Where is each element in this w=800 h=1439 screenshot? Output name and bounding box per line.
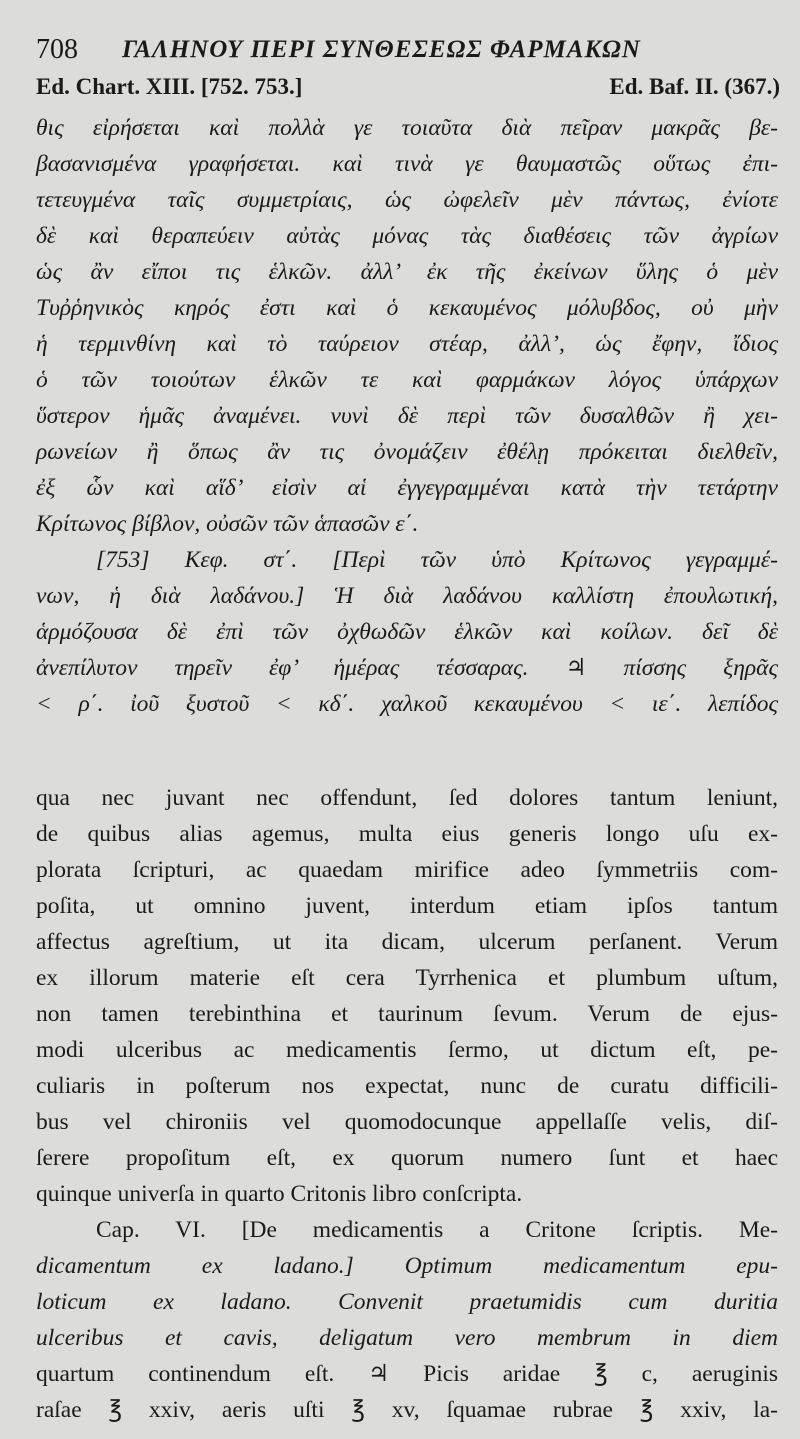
running-header bbox=[30, 30, 790, 70]
latin-line: culiaris in poſterum nos expectat, nunc de curatu difficili- bbox=[36, 1073, 778, 1099]
latin-text-block bbox=[36, 780, 778, 1428]
greek-line: ὕστερον ἡμᾶς ἀναμένει. νυνὶ δὲ περὶ τῶν δυσαλθῶν ἢ χει- bbox=[36, 403, 778, 429]
greek-line: Κρίτωνος βίβλον, οὐσῶν τῶν ἁπασῶν ε΄. bbox=[36, 511, 419, 537]
greek-line: Τυῤῥηνικὸς κηρός ἐστι καὶ ὁ κεκαυμένος μόλυβδος, οὐ μὴν bbox=[36, 295, 778, 321]
edition-chart-reference: Ed. Chart. XIII. [752. 753.] bbox=[36, 74, 303, 99]
greek-chapter-heading-line: [753] Κεφ. στ΄. [Περὶ τῶν ὑπὸ Κρίτωνος γεγραμμέ- bbox=[96, 547, 778, 573]
greek-line: < ρ΄. ἰοῦ ξυστοῦ < κδ΄. χαλκοῦ κεκαυμένου < ιε΄. λεπίδος bbox=[36, 691, 778, 717]
greek-line: βασανισμένα γραφήσεται. καὶ τινὰ γε θαυμαστῶς οὕτως ἐπι- bbox=[36, 151, 778, 177]
latin-line: qua nec juvant nec offendunt, ſed dolores tantum leniunt, bbox=[36, 785, 778, 811]
greek-line: ὁ τῶν τοιούτων ἑλκῶν τε καὶ φαρμάκων λόγος ὑπάρχων bbox=[36, 367, 778, 393]
latin-line: dicamentum ex ladano.] Optimum medicamentum epu- bbox=[36, 1253, 778, 1279]
latin-line: ulceribus et cavis, deligatum vero membrum in diem bbox=[36, 1325, 778, 1351]
greek-text-block bbox=[36, 110, 778, 722]
greek-line: ρωνείων ἢ ὅπως ἂν τις ὀνομάζειν ἐθέλῃ πρόκειται διελθεῖν, bbox=[36, 439, 778, 465]
latin-line: poſita, ut omnino juvent, interdum etiam ipſos tantum bbox=[36, 893, 778, 919]
latin-line: de quibus alias agemus, multa eius generis longo uſu ex- bbox=[36, 821, 778, 847]
latin-line: plorata ſcripturi, ac quaedam mirifice adeo ſymmetriis com- bbox=[36, 857, 778, 883]
latin-line: affectus agreſtium, ut ita dicam, ulcerum perſanent. Verum bbox=[36, 929, 778, 955]
greek-line: ἀνεπίλυτον τηρεῖν ἐφ’ ἡμέρας τέσσαρας. ♃ πίσσης ξηρᾶς bbox=[36, 655, 778, 681]
latin-line: ſerere propoſitum eſt, ex quorum numero ſunt et haec bbox=[36, 1145, 778, 1171]
latin-chapter-heading-line: Cap. VI. [De medicamentis a Critone ſcriptis. Me- bbox=[96, 1217, 778, 1243]
latin-line: raſae ℥ xxiv, aeris uſti ℥ xv, ſquamae rubrae ℥ xxiv, la- bbox=[36, 1397, 778, 1423]
latin-line: quinque univerſa in quarto Critonis libro conſcripta. bbox=[36, 1181, 523, 1207]
edition-basel-reference: Ed. Baf. II. (367.) bbox=[609, 74, 780, 99]
greek-line: ὡς ἂν εἴποι τις ἑλκῶν. ἀλλ’ ἐκ τῆς ἐκείνων ὕλης ὁ μὲν bbox=[36, 259, 778, 285]
greek-line: θις εἰρήσεται καὶ πολλὰ γε τοιαῦτα διὰ πεῖραν μακρᾶς βε- bbox=[36, 115, 778, 141]
edition-reference-line bbox=[36, 74, 780, 106]
latin-line: non tamen terebinthina et taurinum ſevum. Verum de ejus- bbox=[36, 1001, 778, 1027]
latin-line: loticum ex ladano. Convenit praetumidis cum duritia bbox=[36, 1289, 778, 1315]
running-title: ΓΑΛΗΝΟΥ ΠΕΡΙ ΣΥΝΘΕΣΕΩΣ ΦΑΡΜΑΚΩΝ bbox=[122, 36, 641, 63]
greek-line: τετευγμένα ταῖς συμμετρίαις, ὡς ὠφελεῖν μὲν πάντως, ἐνίοτε bbox=[36, 187, 778, 213]
page-number: 708 bbox=[36, 34, 78, 65]
latin-line: quartum continendum eſt. ♃ Picis aridae ℥ c, aeruginis bbox=[36, 1361, 778, 1387]
latin-line: modi ulceribus ac medicamentis ſermo, ut dictum eſt, pe- bbox=[36, 1037, 778, 1063]
greek-line: ἡ τερμινθίνη καὶ τὸ ταύρειον στέαρ, ἀλλ’, ὡς ἔφην, ἴδιος bbox=[36, 331, 778, 357]
greek-line: δὲ καὶ θεραπεύειν αὐτὰς μόνας τὰς διαθέσεις τῶν ἀγρίων bbox=[36, 223, 778, 249]
latin-line: bus vel chironiis vel quomodocunque appellaſſe velis, diſ- bbox=[36, 1109, 778, 1135]
greek-line: ἁρμόζουσα δὲ ἐπὶ τῶν ὀχθωδῶν ἑλκῶν καὶ κοίλων. δεῖ δὲ bbox=[36, 619, 778, 645]
greek-line: ἐξ ὧν καὶ αἵδ’ εἰσὶν αἱ ἐγγεγραμμέναι κατὰ τὴν τετάρτην bbox=[36, 475, 778, 501]
greek-line: νων, ἡ διὰ λαδάνου.] Ἡ διὰ λαδάνου καλλίστη ἐπουλωτική, bbox=[36, 583, 778, 609]
latin-line: ex illorum materie eſt cera Tyrrhenica et plumbum uſtum, bbox=[36, 965, 778, 991]
